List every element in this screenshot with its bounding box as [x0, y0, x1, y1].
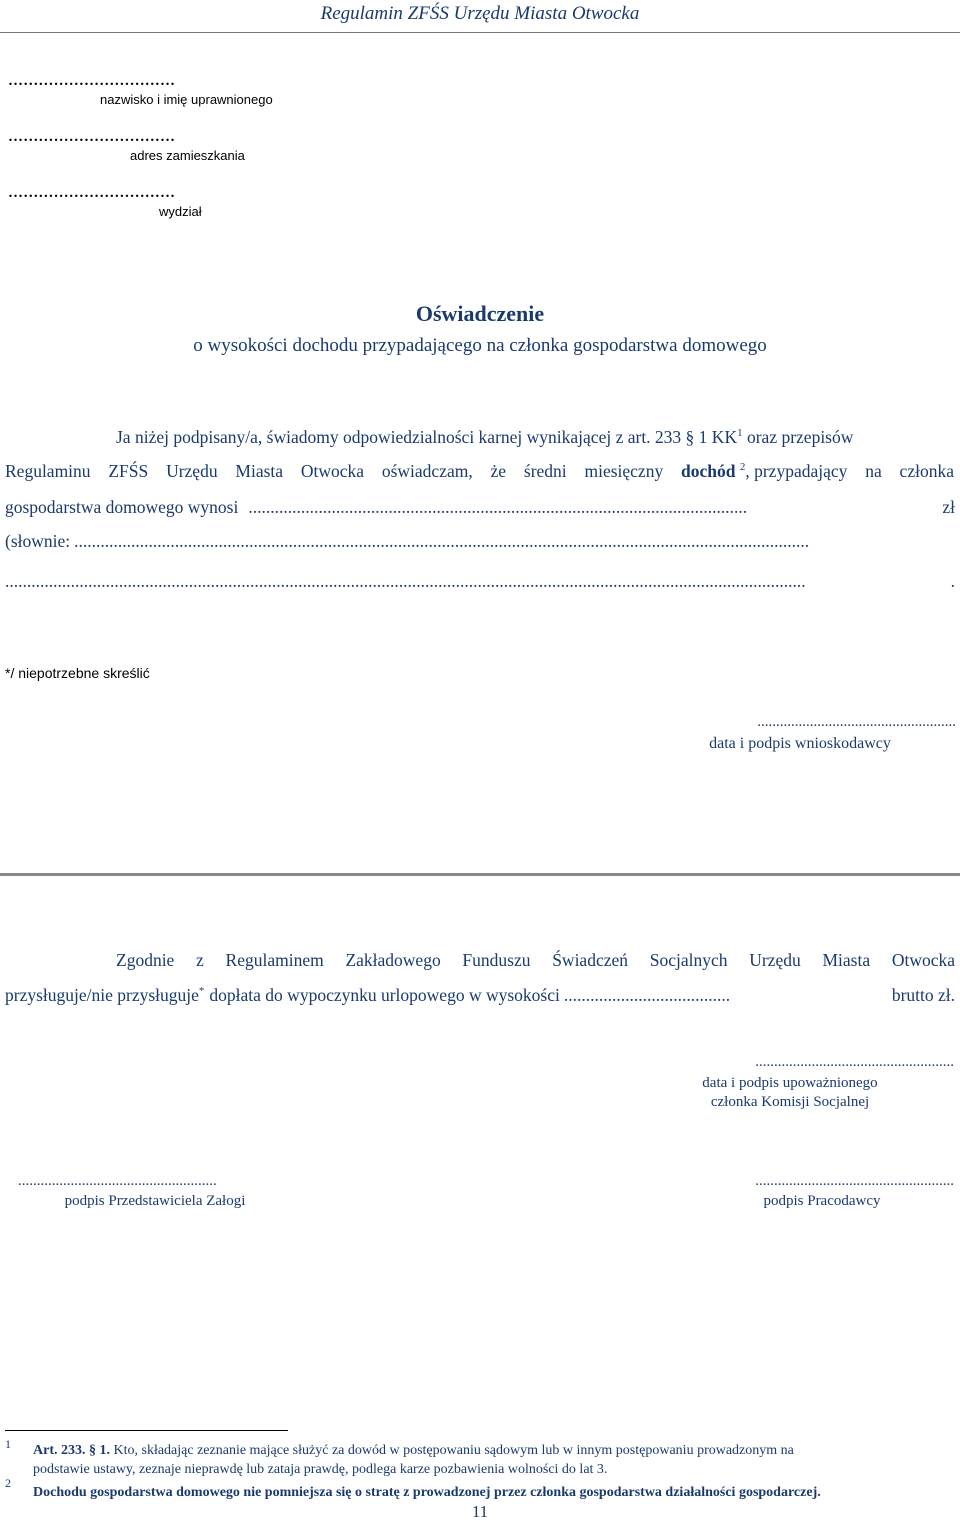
statement-line-2-word: członka	[899, 461, 954, 481]
statement-line-2-word: ZFŚS	[108, 461, 149, 481]
commission-line-2	[5, 985, 955, 1006]
applicant-sig-dots: .....................................................	[757, 714, 956, 730]
name-dots: ……………………………	[8, 73, 176, 89]
statement-line-2-word: że	[490, 461, 507, 481]
name-label: nazwisko i imię uprawnionego	[100, 92, 273, 107]
income-label: gospodarstwa domowego wynosi	[5, 497, 239, 517]
commission-line-1-word: Zakładowego	[345, 950, 441, 970]
page-number: 11	[471, 1502, 489, 1521]
statement-line-2-word: oświadczam,	[381, 461, 473, 481]
footnote-2-number: 2	[5, 1476, 11, 1490]
in-words-dots: ........................................................................................................................................................................	[74, 531, 810, 551]
address-label: adres zamieszkania	[130, 148, 245, 163]
statement-title: Oświadczenie	[415, 301, 545, 326]
income-unit: zł	[942, 497, 955, 517]
employer-sig-dots: .....................................................	[755, 1173, 954, 1189]
commission-line-1-word: Świadczeń	[552, 950, 629, 970]
statement-line-4	[5, 531, 955, 552]
commission-line-1	[116, 950, 955, 971]
subsidy-text: dopłata do wypoczynku urlopowego w wysokości	[209, 985, 560, 1005]
footnote-ref-2: 2	[739, 461, 746, 473]
address-dots: ……………………………	[8, 129, 176, 145]
commission-line-1-word: Funduszu	[462, 950, 531, 970]
commission-line-1-word: Urzędu	[749, 950, 801, 970]
statement-line-1-text: Ja niżej podpisany/a, świadomy odpowiedzialności karnej wynikającej z art. 233 § 1 KK	[116, 427, 738, 447]
in-words-dots-2: .......................................................................................................................................................................................	[5, 571, 806, 591]
employer-sig-label: podpis Pracodawcy	[763, 1193, 881, 1209]
running-header: Regulamin ZFŚS Urzędu Miasta Otwocka	[320, 3, 640, 24]
income-dots: ..................................................................................................................	[248, 497, 748, 517]
footnote-2-text: Dochodu gospodarstwa domowego nie pomniejsza się o stratę z prowadzonej przez członka gospodarstwa działalności gospodarczej.	[33, 1485, 821, 1500]
statement-line-2-word: Otwocka	[300, 461, 365, 481]
income-keyword-bold: dochód	[681, 461, 736, 481]
in-words-label: (słownie:	[5, 531, 71, 551]
statement-line-3	[5, 497, 955, 518]
rep-sig-label: podpis Przedstawiciela Załogi	[64, 1193, 246, 1209]
dept-dots: ……………………………	[8, 185, 176, 201]
footnote-separator	[5, 1430, 288, 1431]
footnote-1-line-2: podstawie ustawy, zeznaje nieprawdę lub zataja prawdę, podlega karze pozbawienia wolności do lat 3.	[33, 1462, 608, 1477]
footnote-1-text: Kto, składając zeznanie mające służyć za dowód w postępowaniu sądowym lub w innym postępowaniu prowadzonym na	[113, 1443, 794, 1458]
dept-label: wydział	[159, 204, 202, 219]
income-keyword	[681, 461, 847, 482]
member-sig-dots: .....................................................	[755, 1054, 954, 1070]
subsidy-unit: brutto zł.	[891, 985, 955, 1005]
asterisk-ref: *	[198, 985, 205, 997]
statement-line-5	[5, 571, 955, 592]
statement-line-2-word: średni	[523, 461, 567, 481]
member-sig-label-2: członka Komisji Socjalnej	[710, 1094, 870, 1110]
statement-line-1	[116, 427, 853, 448]
strike-note: */ niepotrzebne skreślić	[5, 665, 150, 681]
subsidy-dots: ......................................	[563, 985, 731, 1005]
statement-line-2-word: na	[865, 461, 882, 481]
footnote-1-citation: Art. 233. § 1.	[33, 1443, 110, 1458]
commission-line-1-word: Regulaminem	[225, 950, 324, 970]
section-divider	[0, 873, 960, 876]
statement-line-2-word: Urzędu	[166, 461, 218, 481]
statement-line-2-word: Miasta	[235, 461, 284, 481]
statement-line-2	[5, 461, 954, 482]
entitlement-text: przysługuje/nie przysługuje	[5, 985, 199, 1005]
rep-sig-dots: .....................................................	[18, 1173, 217, 1189]
commission-line-1-word: Otwocka	[891, 950, 955, 970]
applicant-sig-label: data i podpis wnioskodawcy	[709, 735, 891, 752]
footnote-1-number: 1	[5, 1437, 11, 1451]
commission-line-1-word: Miasta	[822, 950, 871, 970]
header-divider	[0, 32, 960, 33]
footnote-ref-1: 1	[737, 427, 743, 439]
statement-line-2-word: Regulaminu	[5, 461, 91, 481]
footnote-1-line-1	[33, 1443, 794, 1459]
statement-line-2-word: miesięczny	[584, 461, 664, 481]
member-sig-label-1: data i podpis upoważnionego	[702, 1075, 878, 1091]
commission-line-1-word: Socjalnych	[649, 950, 728, 970]
income-keyword-comma: , przypadający	[745, 461, 848, 481]
commission-line-1-word: z	[196, 950, 204, 970]
commission-line-1-word: Zgodnie	[116, 950, 175, 970]
statement-subtitle: o wysokości dochodu przypadającego na członka gospodarstwa domowego	[193, 335, 767, 356]
statement-line-1-end: oraz przepisów	[746, 427, 854, 447]
in-words-end: .	[950, 571, 955, 591]
